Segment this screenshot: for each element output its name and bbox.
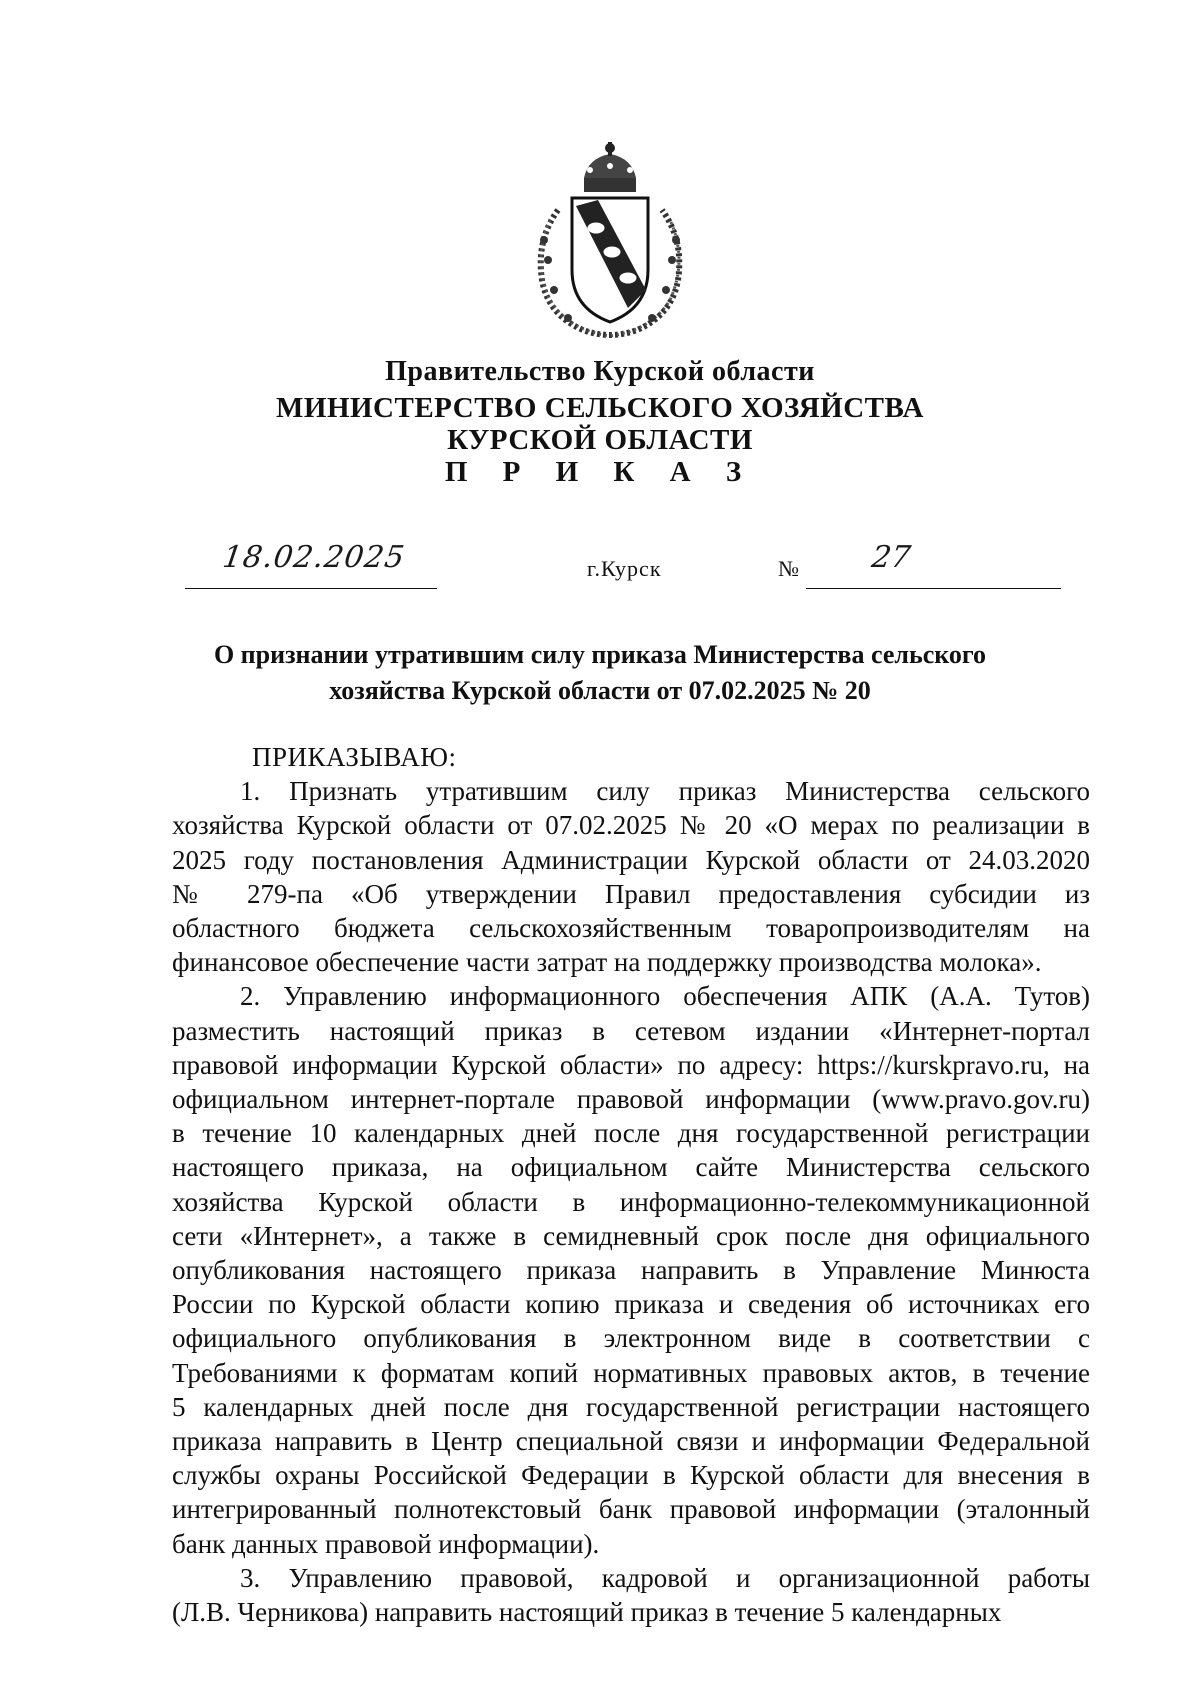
body-line: сети «Интернет», а также в семидневный срок после дня официального (172, 1220, 1090, 1251)
body-line: приказа направить в Центр специальной связи и информации Федеральной (172, 1426, 1090, 1457)
body-line: интегрированный полнотекстовый банк правовой информации (эталонный (172, 1494, 1090, 1525)
body-line: Требованиями к форматам копий нормативных правовых актов, в течение (172, 1357, 1090, 1388)
region-name: КУРСКОЙ ОБЛАСТИ (447, 424, 753, 456)
government-name: Правительство Курской области (385, 356, 815, 387)
body-line: 2025 году постановления Администрации Курской области от 24.03.2020 (172, 844, 1090, 875)
body-line: 5 календарных дней после дня государственной регистрации настоящего (172, 1391, 1090, 1422)
body-line: 1. Признать утратившим силу приказ Министерства сельского (240, 776, 1090, 807)
document-body (172, 740, 1090, 1629)
document-title-line-2: хозяйства Курской области от 07.02.2025 № 20 (329, 676, 871, 705)
kursk-coat-of-arms-icon (528, 140, 692, 340)
body-line: разместить настоящий приказ в сетевом издании «Интернет-портал (172, 1015, 1090, 1046)
body-line: официальном интернет-портале правовой информации (www.pravo.gov.ru) (172, 1084, 1090, 1115)
body-line: хозяйства Курской области в информационно-телекоммуникационной (172, 1186, 1090, 1217)
number-sign: № (778, 556, 799, 581)
body-line: настоящего приказа, на официальном сайте Министерства сельского (172, 1152, 1090, 1183)
body-line: опубликования настоящего приказа направить в Управление Минюста (172, 1255, 1090, 1286)
place-of-issue: г.Курск (587, 556, 662, 581)
body-line: хозяйства Курской области от 07.02.2025 № 20 «О мерах по реализации в (172, 810, 1090, 841)
body-line: финансовое обеспечение части затрат на поддержку производства молока». (172, 947, 1042, 978)
document-title-line-1: О признании утратившим силу приказа Министерства сельского (213, 640, 987, 669)
handwritten-number: 27 (869, 540, 913, 575)
body-line: правовой информации Курской области» по адресу: https://kurskpravo.ru, на (172, 1049, 1090, 1080)
body-line: в течение 10 календарных дней после дня государственной регистрации (172, 1118, 1090, 1149)
ministry-name: МИНИСТЕРСТВО СЕЛЬСКОГО ХОЗЯЙСТВА (276, 392, 924, 424)
body-line: официального опубликования в электронном виде в соответствии с (172, 1323, 1090, 1354)
body-line: 2. Управлению информационного обеспечения АПК (А.А. Тутов) (240, 981, 1090, 1012)
document-type: П Р И К А З (444, 456, 756, 488)
handwritten-date: 18.02.2025 (220, 540, 408, 575)
date-field (185, 540, 437, 589)
body-line: банк данных правовой информации). (172, 1528, 600, 1559)
order-word: ПРИКАЗЫВАЮ: (252, 742, 457, 772)
body-line: № 279-па «Об утверждении Правил предоставления субсидии из (172, 878, 1090, 909)
body-line: России по Курской области копию приказа и сведения об источниках его (172, 1289, 1090, 1320)
body-line: (Л.В. Черникова) направить настоящий приказ в течение 5 календарных (172, 1597, 1002, 1628)
document-requisites (0, 540, 1200, 590)
body-line: областного бюджета сельскохозяйственным товаропроизводителям на (172, 913, 1090, 944)
body-line: службы охраны Российской Федерации в Курской области для внесения в (172, 1460, 1090, 1491)
body-line: 3. Управлению правовой, кадровой и организационной работы (240, 1562, 1090, 1593)
number-field (806, 540, 1061, 589)
